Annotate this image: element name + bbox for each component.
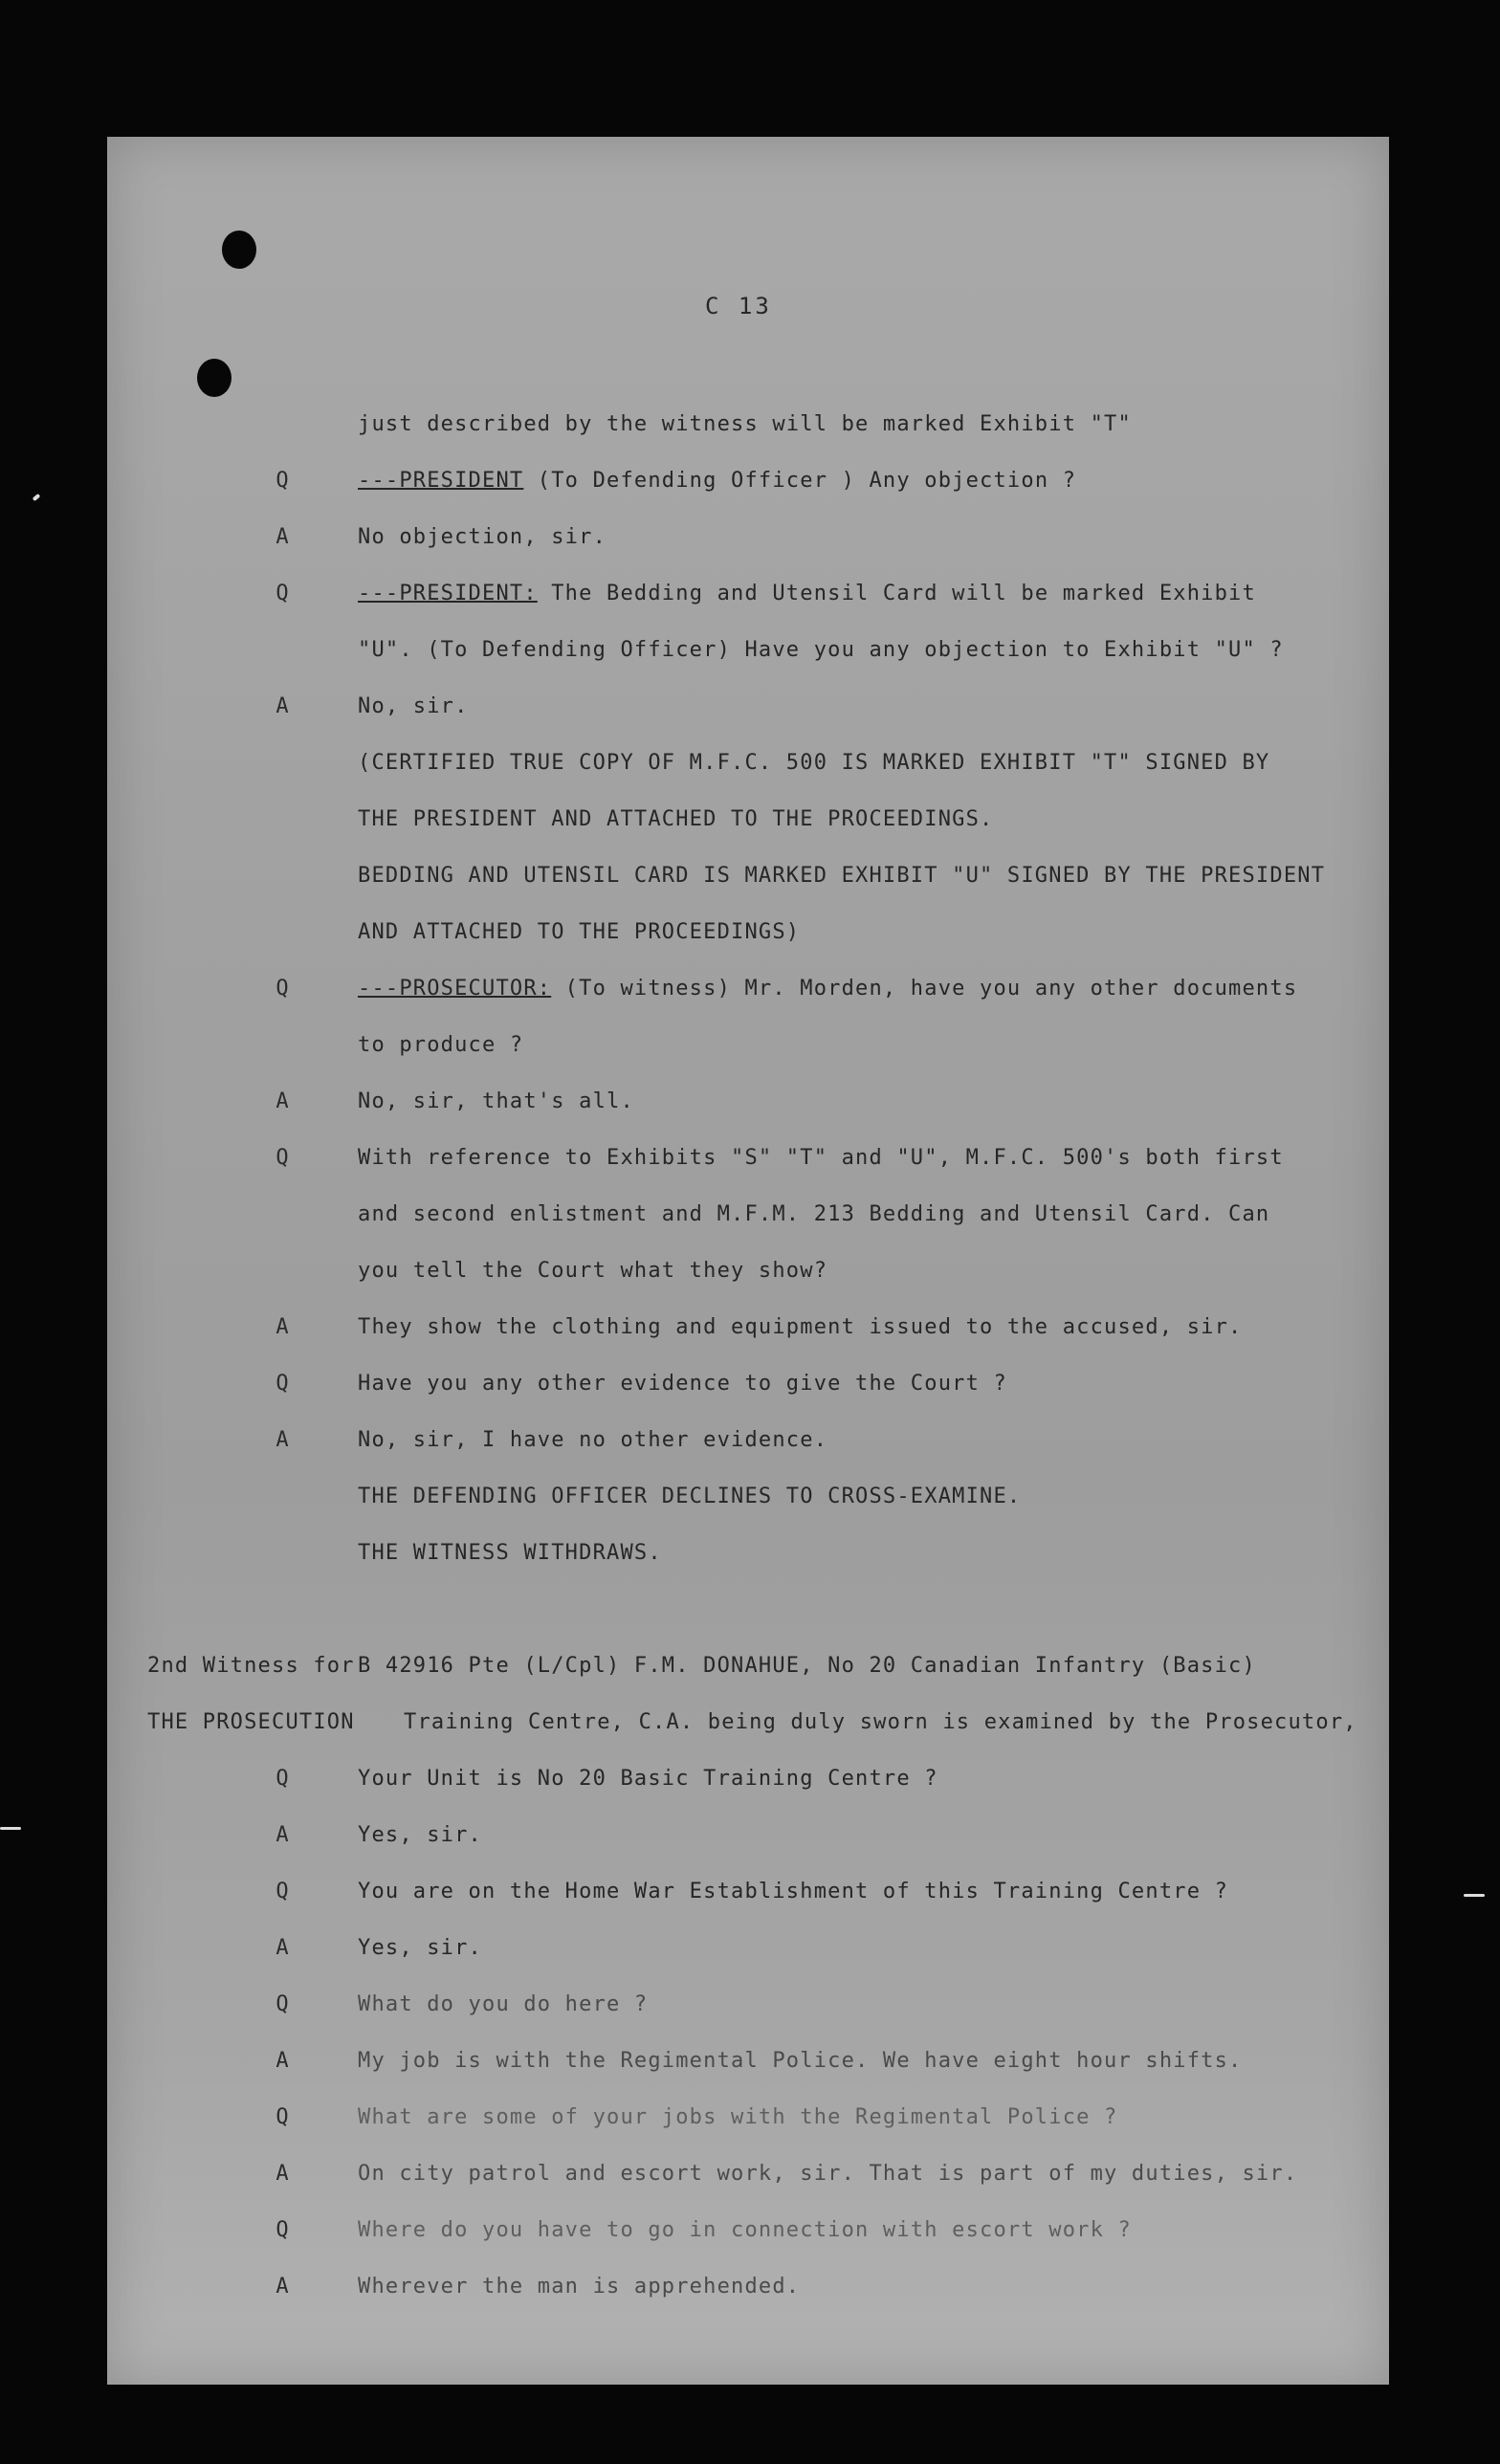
line-text: Have you any other evidence to give the Court ? xyxy=(358,1372,1007,1396)
line-text: "U". (To Defending Officer) Have you any objection to Exhibit "U" ? xyxy=(358,638,1284,662)
speaker-heading: ---PRESIDENT xyxy=(358,469,524,493)
line-marker: A xyxy=(276,1428,289,1452)
line-text xyxy=(358,471,1076,492)
line-marker: A xyxy=(276,1315,289,1339)
line-marker: Q xyxy=(276,2218,289,2242)
line-text: With reference to Exhibits "S" "T" and "U", M.F.C. 500's both first xyxy=(358,1146,1284,1170)
witness-side-label: THE PROSECUTION xyxy=(147,1710,355,1734)
document-page xyxy=(107,137,1389,2385)
line-text: Yes, sir. xyxy=(358,1823,483,1847)
line-marker: A xyxy=(276,1089,289,1113)
punch-hole xyxy=(197,359,232,397)
witness-side-label: 2nd Witness for xyxy=(147,1654,355,1678)
line-marker: A xyxy=(276,1823,289,1847)
line-text xyxy=(358,979,1297,1000)
line-text: AND ATTACHED TO THE PROCEEDINGS) xyxy=(358,920,801,944)
line-text: to produce ? xyxy=(358,1033,524,1057)
line-text: No, sir, that's all. xyxy=(358,1089,634,1113)
line-marker: Q xyxy=(276,1372,289,1396)
line-text: What do you do here ? xyxy=(358,1992,649,2016)
line-text: THE PRESIDENT AND ATTACHED TO THE PROCEEDINGS. xyxy=(358,807,994,831)
line-text: you tell the Court what they show? xyxy=(358,1259,828,1283)
line-marker: A xyxy=(276,694,289,718)
line-marker: Q xyxy=(276,977,289,1001)
line-text: On city patrol and escort work, sir. That is part of my duties, sir. xyxy=(358,2162,1298,2186)
punch-hole xyxy=(222,231,256,269)
line-text: THE DEFENDING OFFICER DECLINES TO CROSS-EXAMINE. xyxy=(358,1485,1022,1508)
speaker-heading: ---PRESIDENT: xyxy=(358,582,538,605)
line-text: (CERTIFIED TRUE COPY OF M.F.C. 500 IS MARKED EXHIBIT "T" SIGNED BY xyxy=(358,751,1270,775)
line-text: Wherever the man is apprehended. xyxy=(358,2275,801,2299)
scan-artifact xyxy=(33,494,41,501)
line-text xyxy=(358,583,1256,605)
scan-artifact xyxy=(1464,1894,1485,1897)
line-body: The Bedding and Utensil Card will be marked Exhibit xyxy=(537,582,1256,605)
witness-intro: B 42916 Pte (L/Cpl) F.M. DONAHUE, No 20 Canadian Infantry (Basic) xyxy=(358,1654,1256,1678)
line-text: BEDDING AND UTENSIL CARD IS MARKED EXHIBIT "U" SIGNED BY THE PRESIDENT xyxy=(358,864,1326,888)
line-text: No objection, sir. xyxy=(358,525,607,549)
line-marker: Q xyxy=(276,2105,289,2129)
line-marker: Q xyxy=(276,1767,289,1791)
line-marker: Q xyxy=(276,1880,289,1903)
scan-artifact xyxy=(0,1827,21,1830)
line-marker: A xyxy=(276,1936,289,1960)
line-marker: A xyxy=(276,525,289,549)
line-marker: Q xyxy=(276,1992,289,2016)
line-text: They show the clothing and equipment issued to the accused, sir. xyxy=(358,1315,1243,1339)
line-text: Where do you have to go in connection with escort work ? xyxy=(358,2218,1132,2242)
line-text: Your Unit is No 20 Basic Training Centre ? xyxy=(358,1767,938,1791)
line-marker: Q xyxy=(276,582,289,605)
witness-intro: Training Centre, C.A. being duly sworn is examined by the Prosecutor, xyxy=(404,1710,1357,1734)
line-text: No, sir. xyxy=(358,694,469,718)
line-body: (To witness) Mr. Morden, have you any other documents xyxy=(551,977,1298,1001)
line-text: What are some of your jobs with the Regimental Police ? xyxy=(358,2105,1118,2129)
line-text: You are on the Home War Establishment of this Training Centre ? xyxy=(358,1880,1229,1903)
line-marker: A xyxy=(276,2049,289,2073)
line-body: (To Defending Officer ) Any objection ? xyxy=(523,469,1077,493)
line-marker: A xyxy=(276,2275,289,2299)
line-marker: Q xyxy=(276,1146,289,1170)
page-number: C 13 xyxy=(705,293,772,319)
line-text: just described by the witness will be marked Exhibit "T" xyxy=(358,412,1132,436)
line-text: and second enlistment and M.F.M. 213 Bedding and Utensil Card. Can xyxy=(358,1202,1270,1226)
line-marker: A xyxy=(276,2162,289,2186)
line-marker: Q xyxy=(276,469,289,493)
line-text: No, sir, I have no other evidence. xyxy=(358,1428,828,1452)
line-text: THE WITNESS WITHDRAWS. xyxy=(358,1541,662,1565)
line-text: Yes, sir. xyxy=(358,1936,483,1960)
line-text: My job is with the Regimental Police. We have eight hour shifts. xyxy=(358,2049,1243,2073)
speaker-heading: ---PROSECUTOR: xyxy=(358,977,552,1001)
